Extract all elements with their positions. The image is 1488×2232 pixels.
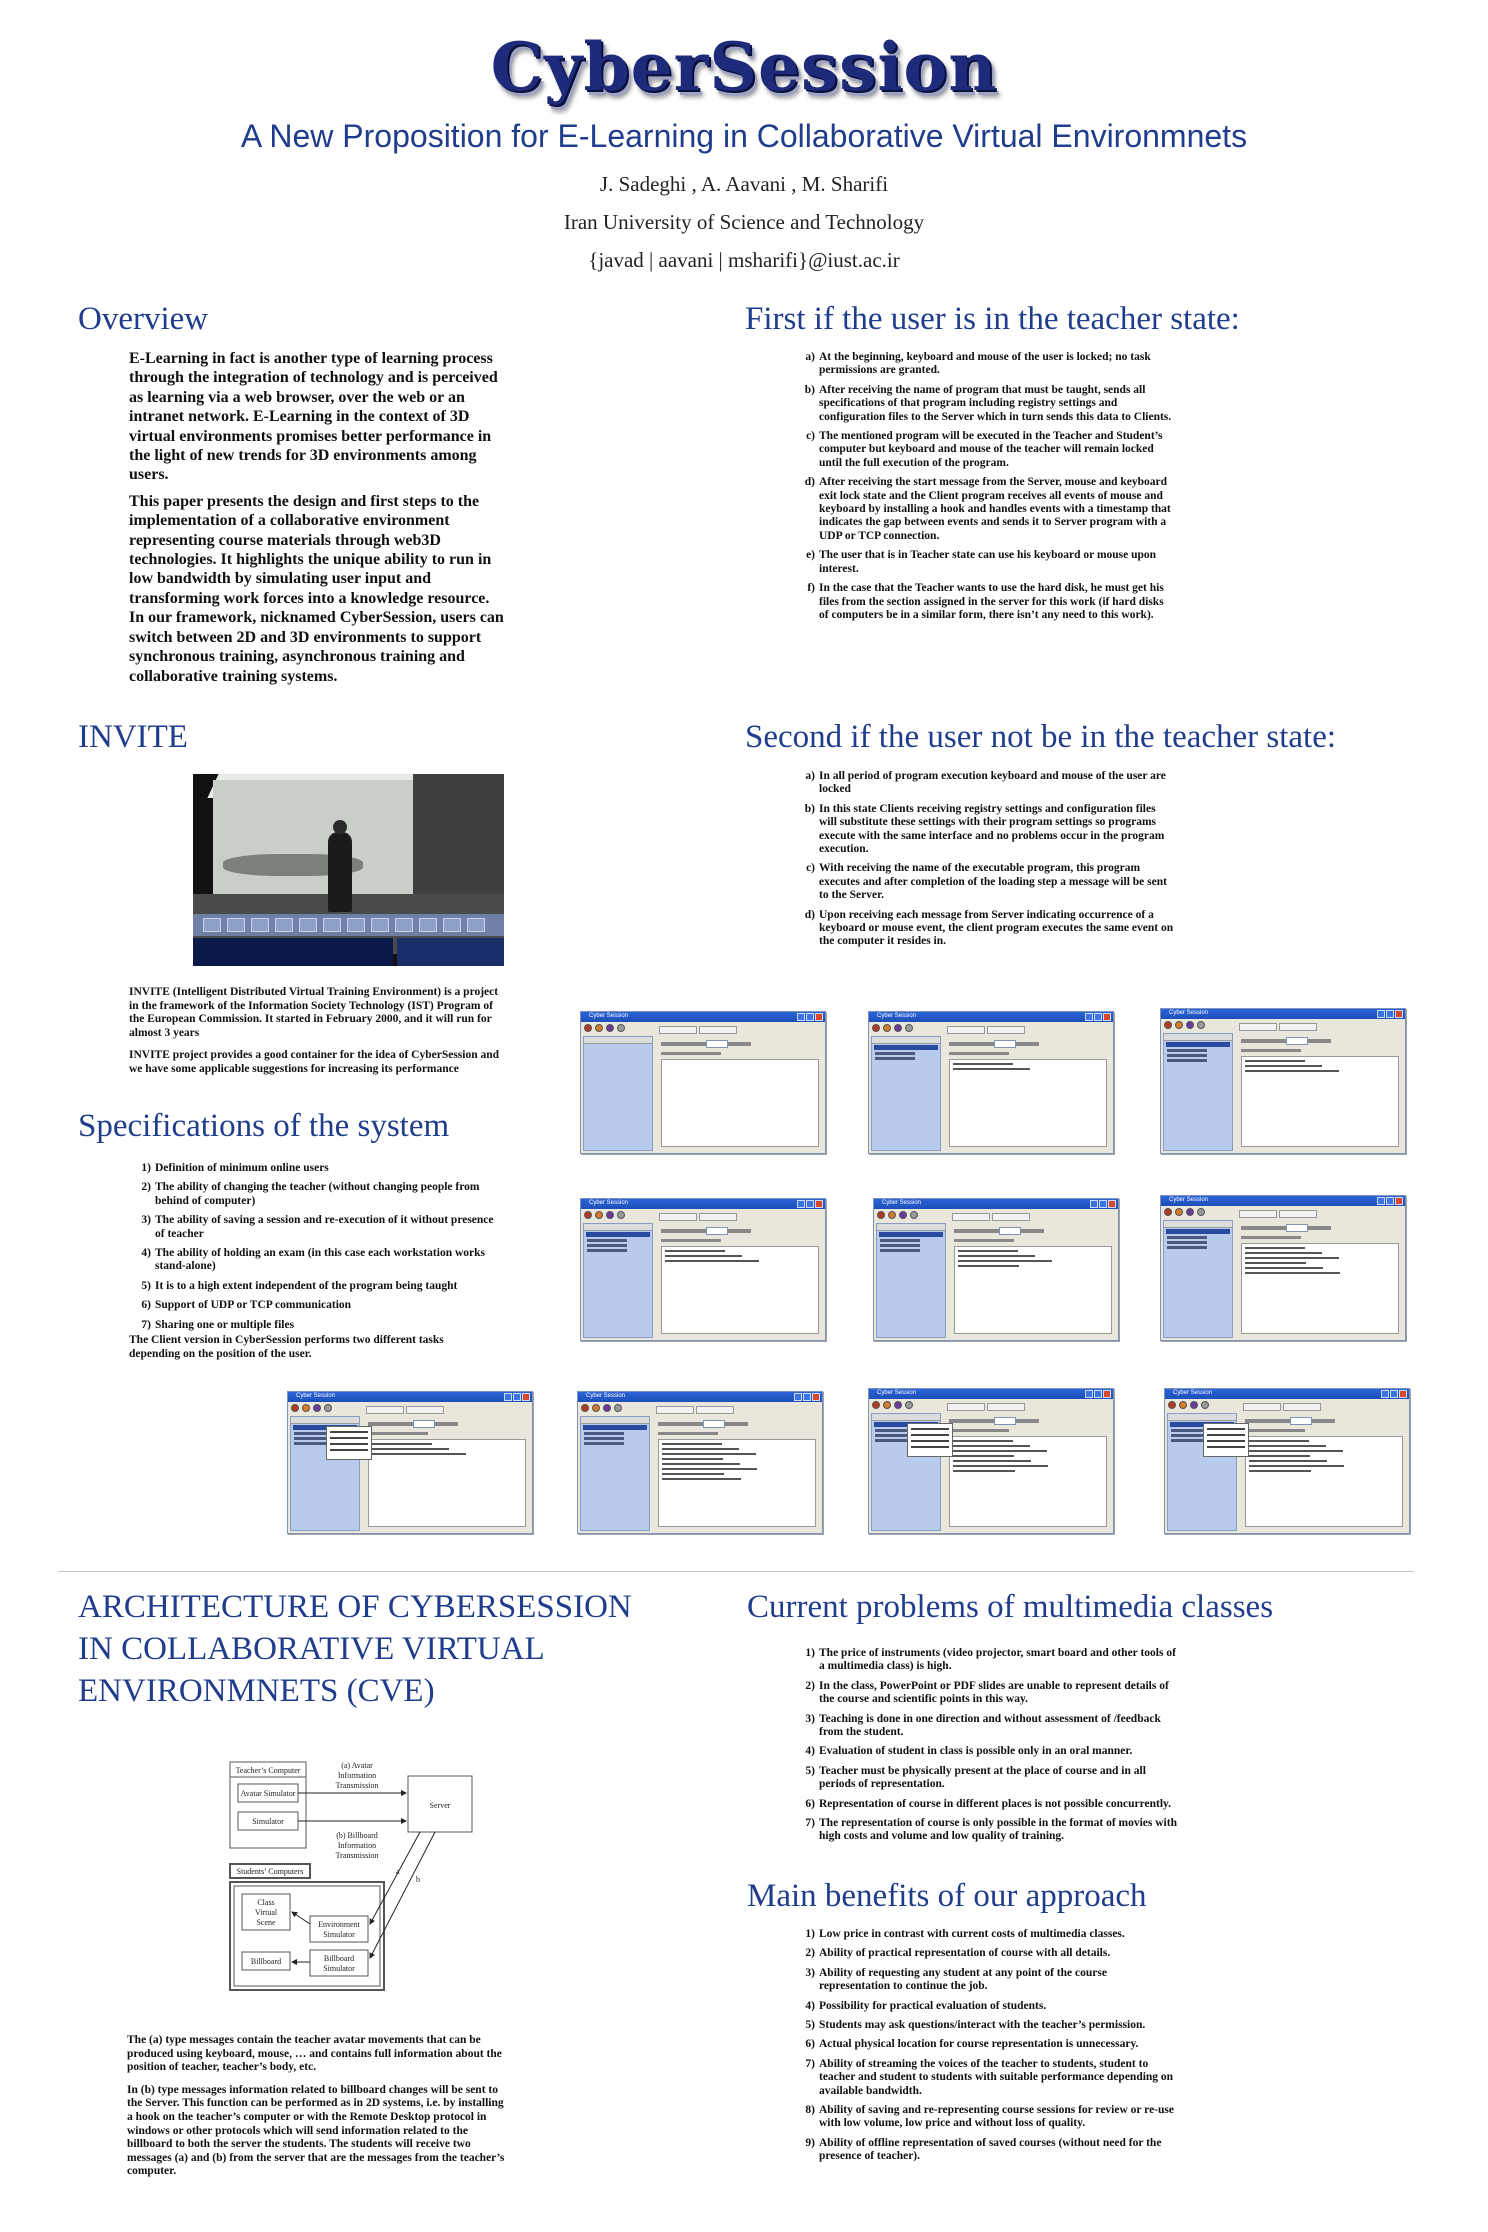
overview-paragraph-1: E-Learning in fact is another type of learning process through the integration of technology and is perceived as learning via a web browser, over the web or an intranet network. E-Learning in the context of 3D virtual environments promises better performance in the light of new trends for 3D environments among users. [129,350,498,484]
cyber-session-window-screenshot [1160,1195,1406,1341]
list-text: Ability of streaming the voices of the teacher to students, student to teacher and student to students with suitable performance depending on available bandwidth. [819,2057,1174,2097]
window-title: Cyber Session [877,1390,917,1396]
list-marker: c) [806,430,815,443]
benefit-item [800,1928,1180,1941]
transmission-b-line-2: Information [337,1841,377,1850]
architecture-diagram [220,1756,480,1996]
list-text: Ability of requesting any student at any point of the course representation to continue the job. [819,1966,1107,1993]
window-title: Cyber Session [1169,1197,1209,1203]
students-block [230,1882,384,1990]
class-line-2: Virtual [254,1908,278,1917]
list-text: Ability of practical representation of course with all details. [819,1947,1111,1960]
benefit-item [800,2000,1180,2013]
problem-item [800,1765,1180,1792]
list-marker: d) [804,908,815,921]
transmission-a-line-3: Transmission [335,1781,379,1790]
cyber-session-window-screenshot [1160,1008,1406,1154]
problem-item [800,1647,1180,1674]
list-marker: 3) [805,1966,815,1979]
list-text: In all period of program execution keyboard and mouse of the user are locked [819,770,1166,796]
problem-item [800,1713,1180,1740]
list-text: The user that is in Teacher state can use his keyboard or mouse upon interest. [819,549,1157,575]
list-marker: 6) [805,1797,815,1810]
list-text: Students may ask questions/interact with the teacher’s permission. [819,2019,1146,2032]
window-title: Cyber Session [882,1200,922,1206]
invite-paragraph-1: INVITE (Intelligent Distributed Virtual Training Environment) is a project in the framework of the Information Society Technology (IST) Program of the European Commission. It started in February 2000, and it will run for almost 3 years [129,986,499,1039]
list-marker: f) [807,582,815,595]
bb-sim-line-1: Billboard [323,1954,355,1963]
list-text: Representation of course in different places is not possible concurrently. [819,1797,1172,1810]
list-marker: 7) [805,2057,815,2070]
teacher-state-list [800,351,1176,628]
student-step [800,803,1176,857]
poster-subtitle: A New Proposition for E-Learning in Collaborative Virtual Environmnets [240,118,1248,154]
list-text: Definition of minimum online users [155,1162,329,1174]
divider [58,1571,1414,1572]
spec-item [136,1280,496,1293]
list-marker: 2) [141,1181,151,1194]
overview-body [129,349,507,693]
list-text: The ability of saving a session and re-execution of it without presence of teacher [155,1214,494,1240]
teacher-step [800,384,1176,424]
problem-item [800,1680,1180,1707]
teacher-step [800,351,1176,378]
class-line-3: Scene [256,1918,276,1927]
list-marker: 4) [141,1247,151,1260]
list-text: Teacher must be physically present at the place of course and in all periods of representation. [819,1764,1146,1791]
architecture-heading-line-3: ENVIRONMNETS (CVE) [78,1673,435,1709]
list-text: Teaching is done in one direction and without assessment of /feedback from the student. [819,1712,1161,1739]
window-title: Cyber Session [589,1200,629,1206]
authors: J. Sadeghi , A. Aavani , M. Sharifi [599,172,889,196]
benefit-item [800,1947,1180,1960]
student-step [800,909,1176,949]
university: Iran University of Science and Technology [563,210,925,234]
architecture-heading-line-2: IN COLLABORATIVE VIRTUAL [78,1631,545,1667]
list-text: Possibility for practical evaluation of students. [819,1999,1047,2012]
student-state-heading: Second if the user not be in the teacher state: [745,719,1337,755]
list-marker: e) [806,549,815,562]
list-text: The mentioned program will be executed in the Teacher and Student’s computer but keyboard and mouse of the teacher will remain locked until the full execution of the program. [819,430,1163,469]
transmission-b-line-3: Transmission [335,1851,379,1860]
list-text: Evaluation of student in class is possible only in an oral manner. [819,1745,1133,1758]
cyber-session-window-screenshot [868,1011,1114,1154]
list-text: In this state Clients receiving registry settings and configuration files will substitute these settings with their program settings so programs execute with the same interface and no problems occur in the program execution. [819,802,1165,856]
specs-list [136,1162,496,1338]
list-marker: 1) [141,1162,151,1174]
benefits-list [800,1928,1180,2170]
benefit-item [800,2038,1180,2051]
spec-item [136,1319,496,1332]
architecture-body [127,2034,509,2188]
list-marker: 5) [805,1764,815,1777]
list-text: Upon receiving each message from Server indicating occurrence of a keyboard or mouse event, the client program executes the same event on the computer it resides in. [819,908,1174,948]
overview-paragraph-2: This paper presents the design and first steps to the implementation of a collaborative environment representing course materials through web3D technologies. It highlights the unique ability to run in low bandwidth by simulating user input and transforming work forces into a knowledge resource. In our framework, nicknamed CyberSession, users can switch between 2D and 3D environments to support synchronous training, asynchronous training and collaborative training systems. [129,492,504,685]
class-line-1: Class [257,1898,275,1907]
simulator-label: Simulator [252,1817,284,1826]
transmission-a-line-2: Information [337,1771,377,1780]
window-title: Cyber Session [877,1013,917,1019]
list-text: The ability of holding an exam (in this case each workstation works stand-alone) [155,1247,486,1273]
list-text: After receiving the start message from the Server, mouse and keyboard exit lock state and the Client program receives all events of mouse and keyboard by installing a hook and handles events with a timestamp that indicates the gap between events and sends it to Server program with a UDP or TCP connection. [819,476,1171,542]
specs-heading: Specifications of the system [78,1108,450,1144]
window-title: Cyber Session [586,1393,626,1399]
list-text: After receiving the name of program that must be taught, sends all specifications of that program including registry settings and configuration files to the Server which in turn sends this data to Clients. [819,383,1172,423]
list-marker: 9) [805,2136,815,2149]
benefit-item [800,1967,1180,1994]
spec-item [136,1214,496,1241]
invite-paragraph-2: INVITE project provides a good container for the idea of CyberSession and we have some applicable suggestions for increasing its performance [129,1049,500,1075]
server-label: Server [429,1801,451,1810]
list-text: With receiving the name of the executable program, this program executes and after completion of the loading step a message will be sent to the Server. [819,862,1167,902]
cyber-session-window-screenshot [873,1198,1119,1341]
env-sim-line-2: Simulator [323,1930,355,1939]
invite-heading: INVITE [78,719,188,755]
spec-item [136,1299,496,1312]
list-marker: a) [805,351,815,363]
spec-item [136,1181,496,1208]
list-text: Sharing one or multiple files [155,1318,295,1331]
problem-item [800,1798,1180,1811]
student-step [800,770,1176,797]
teacher-step [800,549,1176,576]
architecture-paragraph-2: In (b) type messages information related to billboard changes will be sent to the Server. This function can be performed as in 2D systems, i.e. by installing a hook on the teacher’s computer or with the Remote Desktop protocol in windows or other protocols which will send information related to the billboard to both the server the students. The students will receive two messages (a) and (b) from the server that are the messages from the teacher’s computer. [127,2083,505,2178]
transmission-b-line-1: (b) Billboard [336,1831,378,1840]
list-marker: b) [804,383,815,396]
list-text: Support of UDP or TCP communication [155,1299,352,1312]
invite-body [129,986,509,1086]
spec-item [136,1247,496,1274]
architecture-paragraph-1: The (a) type messages contain the teacher avatar movements that can be produced using keyboard, mouse, … and contains full information about the position of teacher, teacher’s body, etc. [127,2034,502,2074]
cyber-session-window-screenshot [577,1391,823,1534]
list-text: Ability of saving and re-representing course sessions for review or re-use with low volume, low price and without loss of quality. [819,2104,1174,2130]
list-marker: 3) [141,1214,151,1227]
list-marker: 7) [805,1817,815,1830]
problems-list [800,1647,1180,1850]
window-title: Cyber Session [589,1013,629,1019]
invite-screenshot [193,774,504,966]
cyber-session-window-screenshot [580,1198,826,1341]
list-marker: 1) [805,1928,815,1940]
list-text: The price of instruments (video projector, smart board and other tools of a multimedia class) is high. [819,1647,1176,1673]
list-marker: d) [804,476,815,489]
teacher-step [800,430,1176,470]
benefit-item [800,2058,1180,2098]
list-marker: c) [806,862,815,875]
list-text: Low price in contrast with current costs of multimedia classes. [819,1928,1125,1940]
list-marker: 6) [141,1299,151,1312]
benefits-heading: Main benefits of our approach [747,1878,1147,1914]
window-title: Cyber Session [1169,1010,1209,1016]
env-sim-line-1: Environment [318,1920,360,1929]
overview-heading: Overview [78,301,209,337]
billboard-label: Billboard [250,1957,282,1966]
problem-item [800,1817,1180,1844]
teacher-state-heading: First if the user is in the teacher state: [745,301,1240,337]
list-marker: 3) [805,1712,815,1725]
cyber-session-window-screenshot [868,1388,1114,1534]
list-text: At the beginning, keyboard and mouse of the user is locked; no task permissions are granted. [819,351,1151,377]
student-state-list [800,770,1176,955]
list-marker: b) [804,802,815,815]
list-marker: 2) [805,1679,815,1692]
spec-item [136,1162,496,1175]
specs-footer: The Client version in CyberSession performs two different tasks depending on the position of the user. [129,1334,444,1360]
list-text: In the class, PowerPoint or PDF slides are unable to represent details of the course and scientific points in this way. [819,1679,1169,1706]
transmission-a-line-1: (a) Avatar [341,1761,373,1770]
list-marker: 7) [141,1318,151,1331]
list-text: In the case that the Teacher wants to use the hard disk, he must get his files from the section assigned in the server for this work (if hard disks of computers be in a similar form, there isn’t any need to this work). [819,582,1164,621]
list-text: The ability of changing the teacher (without changing people from behind of computer) [155,1181,480,1207]
list-marker: 4) [805,1999,815,2012]
teacher-step [800,476,1176,543]
list-marker: 2) [805,1947,815,1960]
benefit-item [800,2019,1180,2032]
list-text: Actual physical location for course representation is unnecessary. [819,2038,1139,2051]
benefit-item [800,2104,1180,2131]
list-marker: 8) [805,2104,815,2117]
window-title: Cyber Session [296,1393,336,1399]
list-marker: a) [805,770,815,782]
student-step [800,862,1176,902]
list-marker: 1) [805,1647,815,1659]
cyber-session-window-screenshot [287,1391,533,1534]
arrow-b-label: b [416,1875,420,1884]
benefit-item [800,2137,1180,2164]
list-text: Ability of offline representation of saved courses (without need for the presence of teacher). [819,2136,1162,2163]
teachers-computer-label: Teacher’s Computer [235,1766,301,1775]
list-marker: 5) [805,2019,815,2032]
teacher-step [800,582,1176,622]
architecture-heading-line-1: ARCHITECTURE OF CYBERSESSION [78,1589,632,1625]
list-marker: 4) [805,1745,815,1758]
problem-item [800,1745,1180,1758]
author-emails: {javad | aavani | msharifi}@iust.ac.ir [588,248,900,272]
avatar-simulator-label: Avatar Simulator [240,1789,296,1798]
window-title: Cyber Session [1173,1390,1213,1396]
arrow-a-label: a [396,1867,400,1876]
students-computers-label: Students’ Computers [236,1867,304,1876]
poster-logo: CyberSession [490,28,998,106]
problems-heading: Current problems of multimedia classes [747,1589,1274,1625]
list-marker: 5) [141,1279,151,1292]
cyber-session-window-screenshot [580,1011,826,1154]
cyber-session-window-screenshot [1164,1388,1410,1534]
list-text: It is to a high extent independent of the program being taught [155,1279,458,1292]
list-text: The representation of course is only possible in the format of movies with high costs and volume and low quality of training. [819,1817,1177,1843]
list-marker: 6) [805,2038,815,2051]
bb-sim-line-2: Simulator [323,1964,355,1973]
